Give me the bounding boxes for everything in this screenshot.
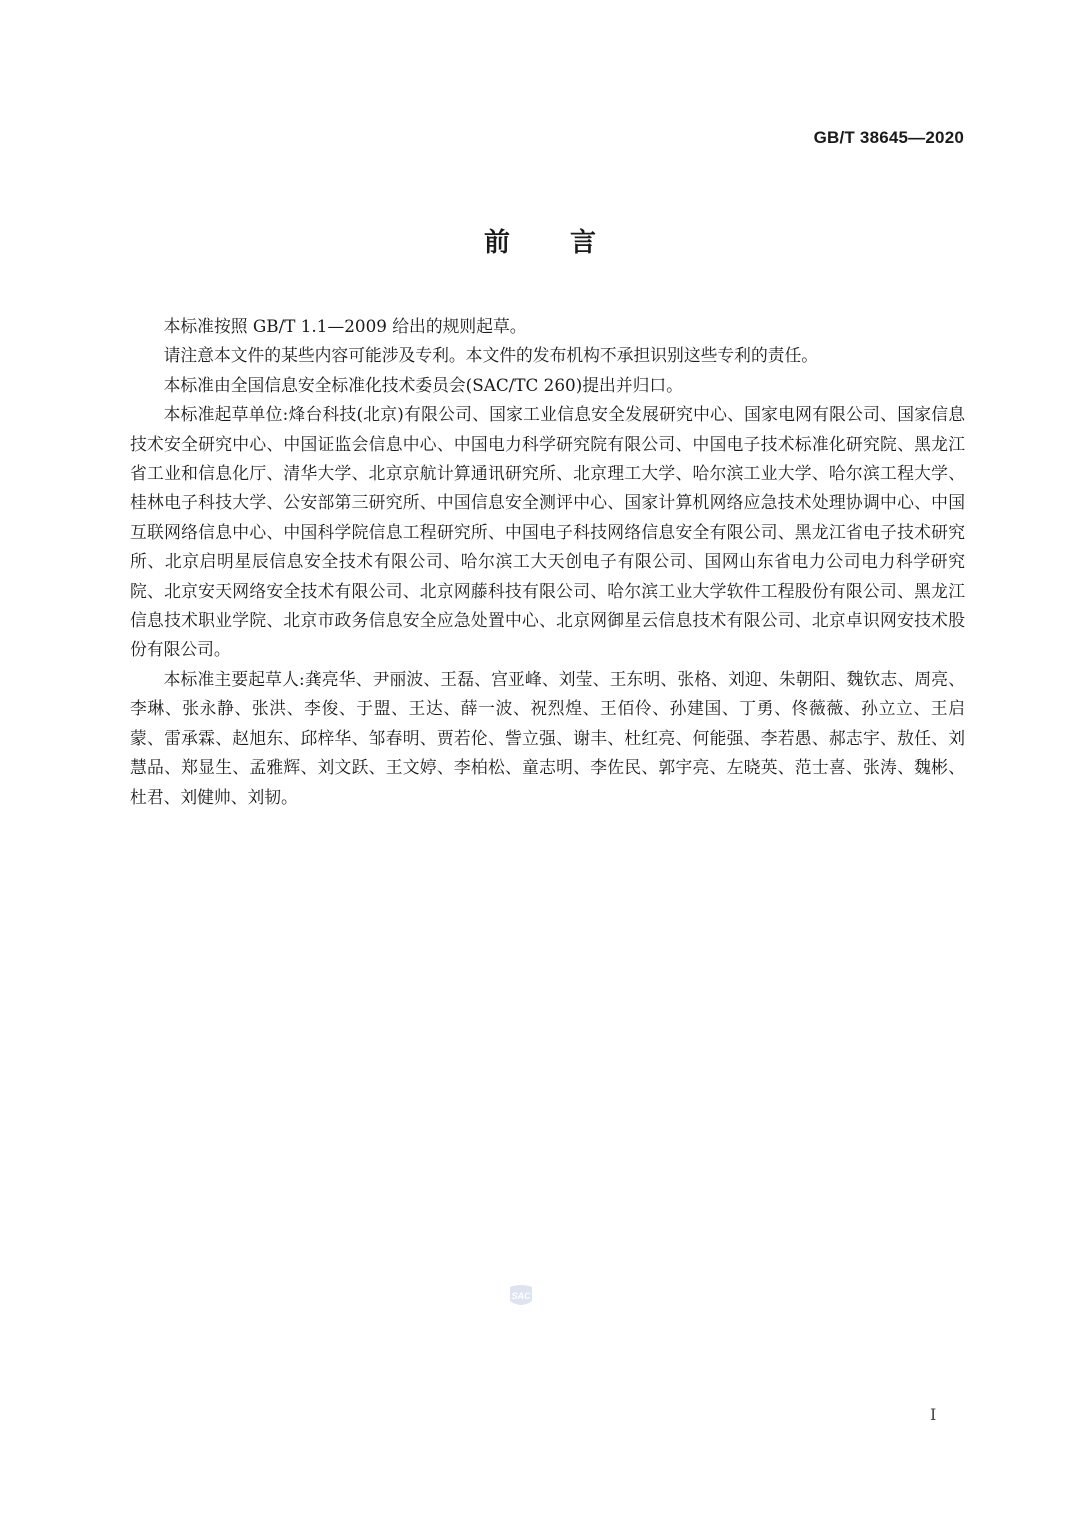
standard-number: GB/T 38645—2020 [813, 128, 964, 147]
paragraph-patent-notice: 请注意本文件的某些内容可能涉及专利。本文件的发布机构不承担识别这些专利的责任。 [163, 345, 819, 366]
foreword-body [130, 312, 965, 812]
paragraph-drafters: 本标准主要起草人:龚亮华、尹丽波、王磊、宫亚峰、刘莹、王东明、张格、刘迎、朱朝阳、魏钦志、周亮、李琳、张永静、张洪、李俊、于盟、王达、薛一波、祝烈煌、王佰伶、孙建国、丁勇、佟薇薇、孙立立、王启蒙、雷承霖、赵旭东、邱梓华、邹春明、贾若伦、訾立强、谢丰、杜红亮、何能强、李若愚、郝志宇、敖任、刘慧品、郑显生、孟雅辉、刘文跃、王文婷、李柏松、童志明、李佐民、郭宇亮、左晓英、范士喜、张涛、魏彬、杜君、刘健帅、刘韧。 [130, 668, 965, 807]
paragraph-drafting-units: 本标准起草单位:烽台科技(北京)有限公司、国家工业信息安全发展研究中心、国家电网有限公司、国家信息技术安全研究中心、中国证监会信息中心、中国电力科学研究院有限公司、中国电子技术标准化研究院、黑龙江省工业和信息化厅、清华大学、北京京航计算通讯研究所、北京理工大学、哈尔滨工业大学、哈尔滨工程大学、桂林电子科技大学、公安部第三研究所、中国信息安全测评中心、国家计算机网络应急技术处理协调中心、中国互联网络信息中心、中国科学院信息工程研究所、中国电子科技网络信息安全有限公司、黑龙江省电子技术研究所、北京启明星辰信息安全技术有限公司、哈尔滨工大天创电子有限公司、国网山东省电力公司电力科学研究院、北京安天网络安全技术有限公司、北京网藤科技有限公司、哈尔滨工业大学软件工程股份有限公司、黑龙江信息技术职业学院、北京市政务信息安全应急处置中心、北京网御星云信息技术有限公司、北京卓识网安技术股份有限公司。 [130, 404, 965, 660]
sac-watermark-logo [506, 1283, 536, 1309]
page-number: I [930, 1405, 937, 1424]
paragraph-drafting-rules: 本标准按照 GB/T 1.1—2009 给出的规则起草。 [163, 316, 527, 336]
page-title: 前言 [483, 228, 656, 258]
svg-text:SAC: SAC [511, 1291, 531, 1301]
paragraph-proposer: 本标准由全国信息安全标准化技术委员会(SAC/TC 260)提出并归口。 [163, 374, 683, 395]
